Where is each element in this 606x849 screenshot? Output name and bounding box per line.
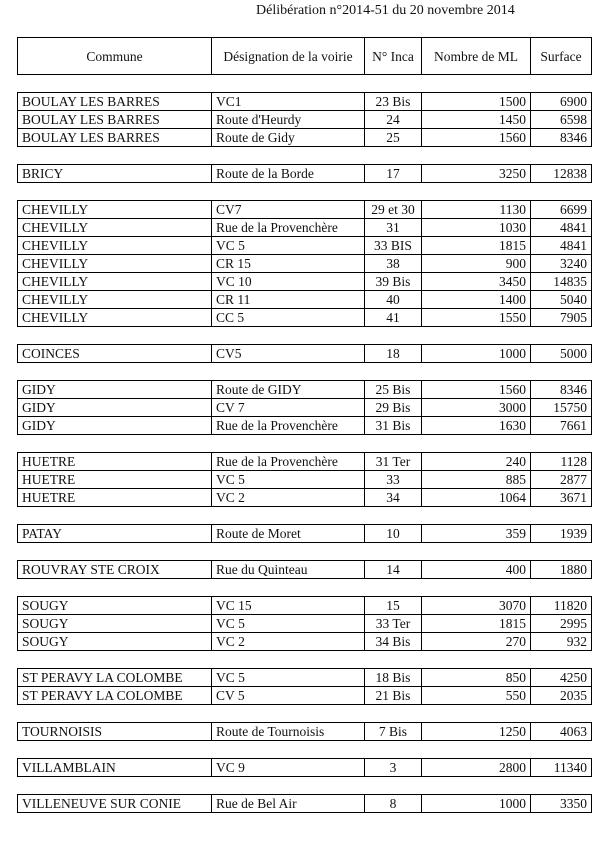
table-row	[18, 687, 592, 705]
cell-inca: 40	[365, 291, 422, 309]
cell-voirie: Route de la Borde	[212, 165, 365, 183]
cell-surface: 2995	[531, 615, 592, 633]
cell-voirie: CV7	[212, 201, 365, 219]
header-voirie: Désignation de la voirie	[212, 38, 365, 75]
cell-voirie: CV5	[212, 345, 365, 363]
cell-surface: 3350	[531, 795, 592, 813]
cell-commune: ROUVRAY STE CROIX	[18, 561, 212, 579]
group-spacer	[18, 363, 592, 381]
header-ml: Nombre de ML	[422, 38, 531, 75]
table-row	[18, 633, 592, 651]
cell-ml: 1250	[422, 723, 531, 741]
cell-voirie: CV 7	[212, 399, 365, 417]
cell-commune: TOURNOISIS	[18, 723, 212, 741]
cell-voirie: VC 15	[212, 597, 365, 615]
cell-inca: 33 BIS	[365, 237, 422, 255]
cell-ml: 1000	[422, 795, 531, 813]
group-spacer	[18, 507, 592, 525]
cell-ml: 270	[422, 633, 531, 651]
table-row	[18, 381, 592, 399]
spacer-cell	[18, 147, 592, 165]
cell-commune: VILLAMBLAIN	[18, 759, 212, 777]
group-spacer	[18, 741, 592, 759]
cell-voirie: VC 5	[212, 237, 365, 255]
table-row	[18, 309, 592, 327]
group-spacer	[18, 75, 592, 93]
table-row	[18, 525, 592, 543]
table-row	[18, 273, 592, 291]
cell-inca: 14	[365, 561, 422, 579]
cell-voirie: Route de Tournoisis	[212, 723, 365, 741]
cell-inca: 25	[365, 129, 422, 147]
cell-ml: 1500	[422, 93, 531, 111]
cell-inca: 31 Bis	[365, 417, 422, 435]
cell-surface: 5000	[531, 345, 592, 363]
cell-surface: 4250	[531, 669, 592, 687]
cell-surface: 932	[531, 633, 592, 651]
spacer-cell	[18, 75, 592, 93]
cell-inca: 21 Bis	[365, 687, 422, 705]
cell-ml: 1815	[422, 615, 531, 633]
table-row	[18, 669, 592, 687]
cell-voirie: VC 2	[212, 489, 365, 507]
cell-voirie: Rue de Bel Air	[212, 795, 365, 813]
cell-ml: 1815	[422, 237, 531, 255]
cell-voirie: CR 11	[212, 291, 365, 309]
cell-voirie: Rue de la Provenchère	[212, 219, 365, 237]
cell-ml: 885	[422, 471, 531, 489]
cell-ml: 240	[422, 453, 531, 471]
cell-surface: 4063	[531, 723, 592, 741]
table-body	[18, 75, 592, 813]
cell-commune: SOUGY	[18, 597, 212, 615]
table-row	[18, 489, 592, 507]
spacer-cell	[18, 327, 592, 345]
cell-commune: HUETRE	[18, 489, 212, 507]
cell-surface: 6900	[531, 93, 592, 111]
cell-ml: 3070	[422, 597, 531, 615]
cell-inca: 18	[365, 345, 422, 363]
cell-voirie: VC 9	[212, 759, 365, 777]
cell-inca: 33	[365, 471, 422, 489]
cell-ml: 1450	[422, 111, 531, 129]
cell-surface: 5040	[531, 291, 592, 309]
spacer-cell	[18, 705, 592, 723]
cell-inca: 39 Bis	[365, 273, 422, 291]
group-spacer	[18, 183, 592, 201]
cell-surface: 1128	[531, 453, 592, 471]
header-row	[18, 38, 592, 75]
cell-voirie: VC 5	[212, 471, 365, 489]
cell-inca: 23 Bis	[365, 93, 422, 111]
table-row	[18, 417, 592, 435]
cell-inca: 34 Bis	[365, 633, 422, 651]
table-row	[18, 597, 592, 615]
cell-commune: CHEVILLY	[18, 309, 212, 327]
cell-commune: SOUGY	[18, 615, 212, 633]
table-row	[18, 219, 592, 237]
cell-ml: 3250	[422, 165, 531, 183]
table-row	[18, 255, 592, 273]
cell-surface: 4841	[531, 219, 592, 237]
document-title: Délibération n°2014-51 du 20 novembre 2014	[256, 3, 515, 18]
spacer-cell	[18, 507, 592, 525]
cell-inca: 29 Bis	[365, 399, 422, 417]
cell-commune: SOUGY	[18, 633, 212, 651]
header-surface: Surface	[531, 38, 592, 75]
cell-surface: 7905	[531, 309, 592, 327]
cell-surface: 11820	[531, 597, 592, 615]
cell-ml: 1030	[422, 219, 531, 237]
spacer-cell	[18, 543, 592, 561]
cell-inca: 10	[365, 525, 422, 543]
cell-surface: 3671	[531, 489, 592, 507]
cell-inca: 17	[365, 165, 422, 183]
cell-surface: 1939	[531, 525, 592, 543]
cell-voirie: VC 5	[212, 615, 365, 633]
cell-voirie: VC 5	[212, 669, 365, 687]
table-row	[18, 759, 592, 777]
cell-inca: 15	[365, 597, 422, 615]
cell-ml: 550	[422, 687, 531, 705]
cell-surface: 1880	[531, 561, 592, 579]
cell-surface: 15750	[531, 399, 592, 417]
cell-voirie: VC 2	[212, 633, 365, 651]
cell-commune: HUETRE	[18, 471, 212, 489]
table-row	[18, 795, 592, 813]
cell-ml: 1064	[422, 489, 531, 507]
table-row	[18, 201, 592, 219]
cell-voirie: Route de GIDY	[212, 381, 365, 399]
table-row	[18, 237, 592, 255]
cell-commune: BRICY	[18, 165, 212, 183]
cell-commune: GIDY	[18, 417, 212, 435]
cell-inca: 25 Bis	[365, 381, 422, 399]
spacer-cell	[18, 183, 592, 201]
cell-ml: 1130	[422, 201, 531, 219]
cell-surface: 12838	[531, 165, 592, 183]
cell-voirie: CC 5	[212, 309, 365, 327]
cell-surface: 8346	[531, 129, 592, 147]
cell-inca: 3	[365, 759, 422, 777]
cell-inca: 34	[365, 489, 422, 507]
cell-inca: 33 Ter	[365, 615, 422, 633]
cell-commune: COINCES	[18, 345, 212, 363]
spacer-cell	[18, 651, 592, 669]
cell-commune: GIDY	[18, 381, 212, 399]
cell-voirie: Rue de la Provenchère	[212, 453, 365, 471]
cell-inca: 18 Bis	[365, 669, 422, 687]
cell-commune: PATAY	[18, 525, 212, 543]
cell-inca: 31	[365, 219, 422, 237]
group-spacer	[18, 651, 592, 669]
cell-ml: 400	[422, 561, 531, 579]
group-spacer	[18, 777, 592, 795]
cell-commune: ST PERAVY LA COLOMBE	[18, 669, 212, 687]
table-row	[18, 93, 592, 111]
spacer-cell	[18, 741, 592, 759]
cell-inca: 41	[365, 309, 422, 327]
cell-ml: 1560	[422, 129, 531, 147]
spacer-cell	[18, 435, 592, 453]
cell-surface: 2035	[531, 687, 592, 705]
table-row	[18, 471, 592, 489]
cell-commune: CHEVILLY	[18, 273, 212, 291]
cell-ml: 850	[422, 669, 531, 687]
cell-commune: BOULAY LES BARRES	[18, 111, 212, 129]
cell-inca: 24	[365, 111, 422, 129]
table-row	[18, 129, 592, 147]
cell-surface: 11340	[531, 759, 592, 777]
cell-voirie: CV 5	[212, 687, 365, 705]
cell-ml: 900	[422, 255, 531, 273]
cell-voirie: VC1	[212, 93, 365, 111]
cell-commune: BOULAY LES BARRES	[18, 129, 212, 147]
cell-surface: 8346	[531, 381, 592, 399]
cell-surface: 6598	[531, 111, 592, 129]
cell-ml: 2800	[422, 759, 531, 777]
header-inca: N° Inca	[365, 38, 422, 75]
cell-surface: 14835	[531, 273, 592, 291]
cell-commune: CHEVILLY	[18, 255, 212, 273]
table-row	[18, 111, 592, 129]
cell-inca: 38	[365, 255, 422, 273]
table-row	[18, 453, 592, 471]
cell-ml: 3450	[422, 273, 531, 291]
cell-surface: 3240	[531, 255, 592, 273]
table-row	[18, 723, 592, 741]
spacer-cell	[18, 777, 592, 795]
spacer-cell	[18, 579, 592, 597]
cell-commune: ST PERAVY LA COLOMBE	[18, 687, 212, 705]
cell-ml: 3000	[422, 399, 531, 417]
cell-ml: 1400	[422, 291, 531, 309]
cell-voirie: Route d'Heurdy	[212, 111, 365, 129]
cell-surface: 7661	[531, 417, 592, 435]
table-row	[18, 291, 592, 309]
table-row	[18, 399, 592, 417]
cell-ml: 1630	[422, 417, 531, 435]
cell-commune: CHEVILLY	[18, 201, 212, 219]
group-spacer	[18, 705, 592, 723]
cell-surface: 4841	[531, 237, 592, 255]
table-row	[18, 165, 592, 183]
cell-surface: 2877	[531, 471, 592, 489]
group-spacer	[18, 435, 592, 453]
cell-commune: HUETRE	[18, 453, 212, 471]
voirie-table	[17, 37, 592, 813]
cell-voirie: Route de Gidy	[212, 129, 365, 147]
cell-ml: 1000	[422, 345, 531, 363]
table-row	[18, 615, 592, 633]
cell-voirie: Rue de la Provenchère	[212, 417, 365, 435]
spacer-cell	[18, 363, 592, 381]
cell-voirie: Rue du Quinteau	[212, 561, 365, 579]
cell-inca: 8	[365, 795, 422, 813]
cell-voirie: VC 10	[212, 273, 365, 291]
cell-surface: 6699	[531, 201, 592, 219]
cell-voirie: Route de Moret	[212, 525, 365, 543]
cell-ml: 1550	[422, 309, 531, 327]
cell-inca: 7 Bis	[365, 723, 422, 741]
cell-commune: BOULAY LES BARRES	[18, 93, 212, 111]
group-spacer	[18, 327, 592, 345]
table-row	[18, 345, 592, 363]
cell-ml: 1560	[422, 381, 531, 399]
cell-inca: 31 Ter	[365, 453, 422, 471]
group-spacer	[18, 147, 592, 165]
cell-inca: 29 et 30	[365, 201, 422, 219]
cell-voirie: CR 15	[212, 255, 365, 273]
cell-commune: GIDY	[18, 399, 212, 417]
group-spacer	[18, 579, 592, 597]
cell-commune: CHEVILLY	[18, 237, 212, 255]
cell-ml: 359	[422, 525, 531, 543]
header-commune: Commune	[18, 38, 212, 75]
group-spacer	[18, 543, 592, 561]
cell-commune: CHEVILLY	[18, 291, 212, 309]
cell-commune: CHEVILLY	[18, 219, 212, 237]
table-row	[18, 561, 592, 579]
cell-commune: VILLENEUVE SUR CONIE	[18, 795, 212, 813]
